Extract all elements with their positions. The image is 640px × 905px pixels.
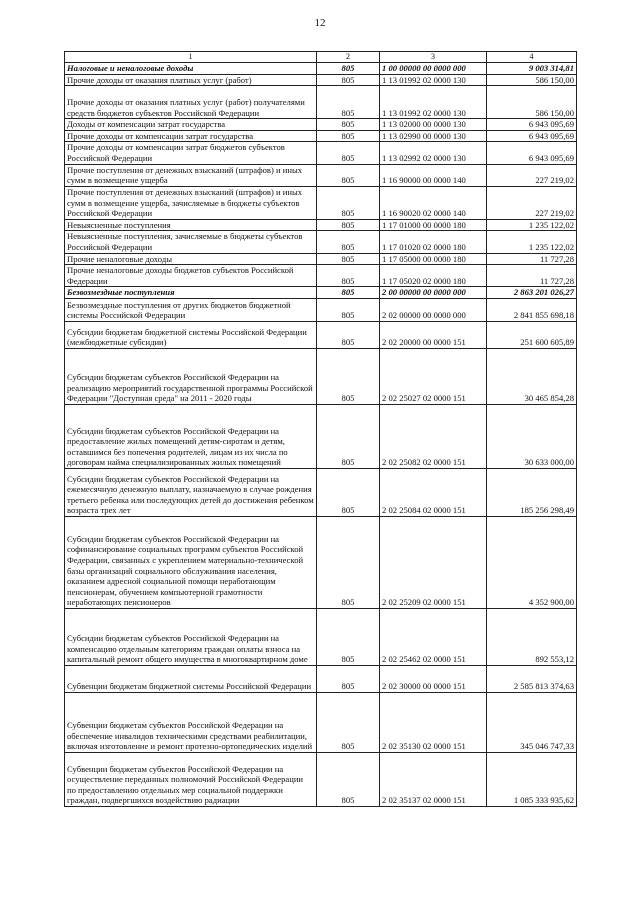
row-admin-cell: 805: [317, 119, 380, 131]
row-name-cell: Невыясненные поступления, зачисляемые в бюджеты субъектов Российской Федерации: [65, 231, 317, 253]
row-name-cell: Прочие доходы от компенсации затрат бюджетов субъектов Российской Федерации: [65, 142, 317, 164]
row-amount-cell: 6 943 095,69: [487, 119, 577, 131]
table-row: [65, 119, 577, 131]
table-row: [65, 142, 577, 164]
row-admin-cell: 805: [317, 752, 380, 806]
row-code-cell: 1 13 02000 00 0000 130: [380, 119, 487, 131]
table-row: [65, 608, 577, 665]
table-row: [65, 404, 577, 468]
row-admin-cell: 805: [317, 404, 380, 468]
row-code-cell: 1 16 90000 00 0000 140: [380, 164, 487, 186]
table-row: [65, 130, 577, 142]
row-admin-cell: 805: [317, 468, 380, 516]
table-row: [65, 298, 577, 321]
row-code-cell: 1 13 01992 02 0000 130: [380, 74, 487, 86]
row-amount-cell: 227 219,02: [487, 186, 577, 219]
row-amount-cell: 30 465 854,28: [487, 348, 577, 404]
row-admin-cell: 805: [317, 231, 380, 253]
row-name-cell: Субсидии бюджетам субъектов Российской Федерации на реализацию мероприятий государственной программы Российской Федерации "Доступная среда" на 2011 - 2020 годы: [65, 348, 317, 404]
row-name-cell: Налоговые и неналоговые доходы: [65, 63, 317, 75]
row-admin-cell: 805: [317, 665, 380, 692]
row-admin-cell: 805: [317, 142, 380, 164]
row-amount-cell: 2 585 813 374,63: [487, 665, 577, 692]
row-amount-cell: 6 943 095,69: [487, 142, 577, 164]
row-name-cell: Прочие доходы от оказания платных услуг (работ): [65, 74, 317, 86]
row-amount-cell: 345 046 747,33: [487, 692, 577, 752]
row-amount-cell: 4 352 900,00: [487, 516, 577, 608]
header-col-3: 3: [380, 52, 487, 63]
row-code-cell: 1 00 00000 00 0000 000: [380, 63, 487, 75]
table-row: [65, 63, 577, 75]
row-name-cell: Субвенции бюджетам субъектов Российской Федерации на осуществление переданных полномочий Российской Федерации по предоставлению отдельных мер социальной поддержки граждан, подвергшихся воздействию радиации: [65, 752, 317, 806]
row-name-cell: Субсидии бюджетам субъектов Российской Федерации на предоставление жилых помещений детям-сиротам и детям, оставшимся без попечения родителей, лицам из их числа по договорам найма специализированных жилых помещений: [65, 404, 317, 468]
row-admin-cell: 805: [317, 298, 380, 321]
row-name-cell: Субвенции бюджетам субъектов Российской Федерации на обеспечение инвалидов техническими средствами реабилитации, включая изготовление и ремонт протезно-ортопедических изделий: [65, 692, 317, 752]
row-code-cell: 1 17 01020 02 0000 180: [380, 231, 487, 253]
row-amount-cell: 9 003 314,81: [487, 63, 577, 75]
row-admin-cell: 805: [317, 164, 380, 186]
row-amount-cell: 185 256 298,49: [487, 468, 577, 516]
row-name-cell: Прочие доходы от оказания платных услуг (работ) получателями средств бюджетов субъектов Российской Федерации: [65, 86, 317, 119]
row-amount-cell: 586 150,00: [487, 86, 577, 119]
row-admin-cell: 805: [317, 321, 380, 348]
row-admin-cell: 805: [317, 86, 380, 119]
row-admin-cell: 805: [317, 186, 380, 219]
row-code-cell: 2 02 25462 02 0000 151: [380, 608, 487, 665]
row-code-cell: 1 17 01000 00 0000 180: [380, 219, 487, 231]
row-code-cell: 2 02 25027 02 0000 151: [380, 348, 487, 404]
row-admin-cell: 805: [317, 219, 380, 231]
row-name-cell: Прочие поступления от денежных взысканий (штрафов) и иных сумм в возмещение ущерба: [65, 164, 317, 186]
row-code-cell: 2 02 30000 00 0000 151: [380, 665, 487, 692]
row-amount-cell: 586 150,00: [487, 74, 577, 86]
row-amount-cell: 251 600 605,89: [487, 321, 577, 348]
header-col-4: 4: [487, 52, 577, 63]
row-code-cell: 2 02 35130 02 0000 151: [380, 692, 487, 752]
row-amount-cell: 2 841 855 698,18: [487, 298, 577, 321]
table-row: [65, 348, 577, 404]
table-row: [65, 692, 577, 752]
page-number: 12: [314, 17, 326, 29]
row-admin-cell: 805: [317, 253, 380, 265]
row-code-cell: 2 00 00000 00 0000 000: [380, 287, 487, 299]
row-amount-cell: 11 727,28: [487, 253, 577, 265]
table-row: [65, 516, 577, 608]
table-row: [65, 752, 577, 806]
row-amount-cell: 6 943 095,69: [487, 130, 577, 142]
row-admin-cell: 805: [317, 265, 380, 287]
row-code-cell: 1 17 05000 00 0000 180: [380, 253, 487, 265]
row-amount-cell: 227 219,02: [487, 164, 577, 186]
row-code-cell: 1 13 02990 00 0000 130: [380, 130, 487, 142]
row-name-cell: Доходы от компенсации затрат государства: [65, 119, 317, 131]
row-name-cell: Субвенции бюджетам бюджетной системы Российской Федерации: [65, 665, 317, 692]
row-name-cell: Субсидии бюджетам субъектов Российской Федерации на компенсацию отдельным категориям граждан оплаты взноса на капитальный ремонт общего имущества в многоквартирном доме: [65, 608, 317, 665]
table-row: [65, 86, 577, 119]
row-name-cell: Прочие доходы от компенсации затрат государства: [65, 130, 317, 142]
row-amount-cell: 1 085 333 935,62: [487, 752, 577, 806]
row-admin-cell: 805: [317, 348, 380, 404]
row-name-cell: Безвозмездные поступления: [65, 287, 317, 299]
row-name-cell: Невыясненные поступления: [65, 219, 317, 231]
row-admin-cell: 805: [317, 608, 380, 665]
table-row: [65, 265, 577, 287]
row-amount-cell: 30 633 000,00: [487, 404, 577, 468]
table-row: [65, 186, 577, 219]
row-name-cell: Субсидии бюджетам бюджетной системы Российской Федерации (межбюджетные субсидии): [65, 321, 317, 348]
row-name-cell: Прочие поступления от денежных взысканий (штрафов) и иных сумм в возмещение ущерба, зачисляемые в бюджеты субъектов Российской Федерации: [65, 186, 317, 219]
row-code-cell: 1 13 01992 02 0000 130: [380, 86, 487, 119]
row-name-cell: Прочие неналоговые доходы: [65, 253, 317, 265]
table-row: [65, 665, 577, 692]
row-admin-cell: 805: [317, 692, 380, 752]
row-code-cell: 1 13 02992 02 0000 130: [380, 142, 487, 164]
row-admin-cell: 805: [317, 130, 380, 142]
table-row: [65, 164, 577, 186]
header-col-2: 2: [317, 52, 380, 63]
table-row: [65, 321, 577, 348]
row-name-cell: Субсидии бюджетам субъектов Российской Федерации на софинансирование социальных программ субъектов Российской Федерации, связанных с укреплением материально-технической базы организаций социального обслуживания населения, оказанием адресной социальной помощи неработающим пенсионерам, обучением компьютерной грамотности неработающих пенсионеров: [65, 516, 317, 608]
table-row: [65, 253, 577, 265]
row-admin-cell: 805: [317, 516, 380, 608]
table-row: [65, 231, 577, 253]
row-admin-cell: 805: [317, 287, 380, 299]
row-code-cell: 1 16 90020 02 0000 140: [380, 186, 487, 219]
row-code-cell: 2 02 25082 02 0000 151: [380, 404, 487, 468]
row-code-cell: 2 02 35137 02 0000 151: [380, 752, 487, 806]
row-code-cell: 2 02 00000 00 0000 000: [380, 298, 487, 321]
table-row: [65, 287, 577, 299]
table-header-row: [65, 52, 577, 63]
table-row: [65, 468, 577, 516]
row-name-cell: Безвозмездные поступления от других бюджетов бюджетной системы Российской Федерации: [65, 298, 317, 321]
row-amount-cell: 1 235 122,02: [487, 231, 577, 253]
table-row: [65, 74, 577, 86]
revenue-table: [64, 51, 577, 807]
row-name-cell: Прочие неналоговые доходы бюджетов субъектов Российской Федерации: [65, 265, 317, 287]
row-amount-cell: 1 235 122,02: [487, 219, 577, 231]
row-name-cell: Субсидии бюджетам субъектов Российской Федерации на ежемесячную денежную выплату, назначаемую в случае рождения третьего ребенка или последующих детей до достижения ребенком возраста трех лет: [65, 468, 317, 516]
table-row: [65, 219, 577, 231]
header-col-1: 1: [65, 52, 317, 63]
row-code-cell: 2 02 25084 02 0000 151: [380, 468, 487, 516]
row-code-cell: 2 02 20000 00 0000 151: [380, 321, 487, 348]
row-code-cell: 2 02 25209 02 0000 151: [380, 516, 487, 608]
row-amount-cell: 2 863 201 026,27: [487, 287, 577, 299]
row-admin-cell: 805: [317, 74, 380, 86]
row-admin-cell: 805: [317, 63, 380, 75]
row-amount-cell: 892 553,12: [487, 608, 577, 665]
row-code-cell: 1 17 05020 02 0000 180: [380, 265, 487, 287]
row-amount-cell: 11 727,28: [487, 265, 577, 287]
